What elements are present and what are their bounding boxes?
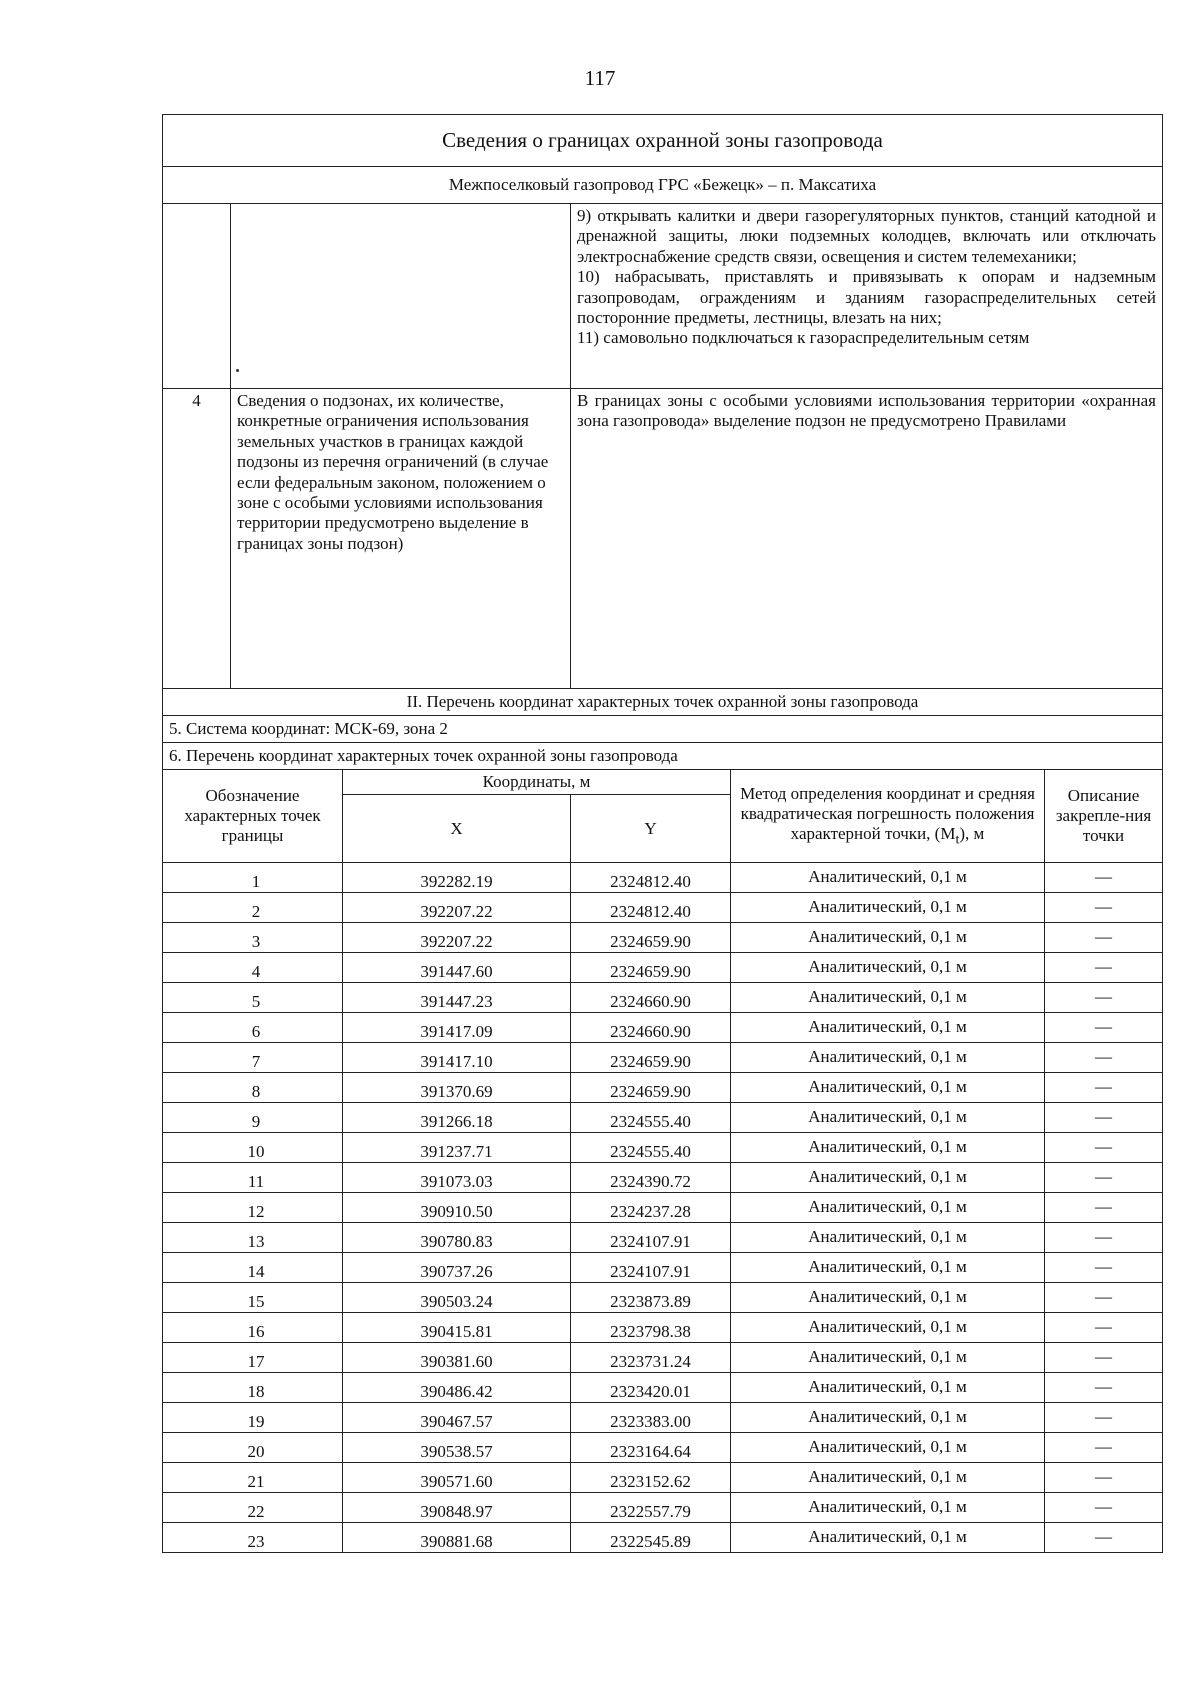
coordinate-y: 2324659.90 — [571, 953, 731, 983]
coordinate-y: 2324660.90 — [571, 983, 731, 1013]
point-description: — — [1045, 1133, 1163, 1163]
coordinate-x: 391447.60 — [343, 953, 571, 983]
point-number: 5 — [163, 983, 343, 1013]
method-accuracy: Аналитический, 0,1 м — [731, 1043, 1045, 1073]
header-x: X — [343, 795, 571, 863]
point-description: — — [1045, 953, 1163, 983]
coordinate-x: 390415.81 — [343, 1313, 571, 1343]
table-row — [163, 1523, 1163, 1553]
point-description: — — [1045, 1103, 1163, 1133]
coordinate-y: 2324660.90 — [571, 1013, 731, 1043]
method-accuracy: Аналитический, 0,1 м — [731, 893, 1045, 923]
method-accuracy: Аналитический, 0,1 м — [731, 1523, 1045, 1553]
title-row — [163, 115, 1163, 167]
point-description: — — [1045, 983, 1163, 1013]
coordinate-y: 2322545.89 — [571, 1523, 731, 1553]
restrictions-continued-row — [163, 204, 1163, 389]
table-row — [163, 1103, 1163, 1133]
restriction-item-10: 10) набрасывать, приставлять и привязывать к опорам и надземным газопроводам, ограждениям и зданиям газораспределительных сетей посторонние предметы, лестницы, влезать на них; — [577, 267, 1156, 327]
coordinate-x: 390467.57 — [343, 1403, 571, 1433]
coordinate-x: 390910.50 — [343, 1193, 571, 1223]
coordinate-x: 390571.60 — [343, 1463, 571, 1493]
table-row — [163, 1463, 1163, 1493]
point-description: — — [1045, 1343, 1163, 1373]
point-number: 13 — [163, 1223, 343, 1253]
header-point-description: Описание закрепле-ния точки — [1045, 770, 1163, 863]
point-description: — — [1045, 1403, 1163, 1433]
point-description: — — [1045, 1523, 1163, 1553]
method-accuracy: Аналитический, 0,1 м — [731, 1013, 1045, 1043]
table-row — [163, 1073, 1163, 1103]
point-number: 22 — [163, 1493, 343, 1523]
method-accuracy: Аналитический, 0,1 м — [731, 1193, 1045, 1223]
method-accuracy: Аналитический, 0,1 м — [731, 1493, 1045, 1523]
coordinate-x: 390737.26 — [343, 1253, 571, 1283]
point-number: 21 — [163, 1463, 343, 1493]
coordinate-x: 390780.83 — [343, 1223, 571, 1253]
coordinate-y: 2323420.01 — [571, 1373, 731, 1403]
restriction-item-11: 11) самовольно подключаться к газораспределительным сетям — [577, 328, 1030, 348]
coordinate-x: 390486.42 — [343, 1373, 571, 1403]
point-description: — — [1045, 1283, 1163, 1313]
point-number: 14 — [163, 1253, 343, 1283]
point-number: 12 — [163, 1193, 343, 1223]
point-description: — — [1045, 1163, 1163, 1193]
method-accuracy: Аналитический, 0,1 м — [731, 1073, 1045, 1103]
coordinate-x: 392207.22 — [343, 923, 571, 953]
coordinate-y: 2323798.38 — [571, 1313, 731, 1343]
table-row — [163, 1253, 1163, 1283]
point-description: — — [1045, 1193, 1163, 1223]
section-2-row — [163, 689, 1163, 716]
method-accuracy: Аналитический, 0,1 м — [731, 1433, 1045, 1463]
coordinate-x: 390381.60 — [343, 1343, 571, 1373]
coordinate-x: 390503.24 — [343, 1283, 571, 1313]
point-number: 3 — [163, 923, 343, 953]
header-coordinates: Координаты, м — [343, 770, 731, 795]
point-description: — — [1045, 923, 1163, 953]
section-2-title: II. Перечень координат характерных точек охранной зоны газопровода — [163, 689, 1163, 716]
coordinate-x: 392207.22 — [343, 893, 571, 923]
point-description: — — [1045, 1253, 1163, 1283]
table-row — [163, 863, 1163, 893]
method-accuracy: Аналитический, 0,1 м — [731, 1223, 1045, 1253]
table-row — [163, 1313, 1163, 1343]
coordinate-y: 2324812.40 — [571, 863, 731, 893]
table-row — [163, 983, 1163, 1013]
point-number: 15 — [163, 1283, 343, 1313]
coord-list-title-row — [163, 743, 1163, 770]
point-description: — — [1045, 863, 1163, 893]
coordinate-x: 390848.97 — [343, 1493, 571, 1523]
method-accuracy: Аналитический, 0,1 м — [731, 1373, 1045, 1403]
coordinate-y: 2323152.62 — [571, 1463, 731, 1493]
zone-info-table — [162, 114, 1163, 1553]
table-row — [163, 1133, 1163, 1163]
table-row — [163, 1493, 1163, 1523]
coordinate-y: 2324237.28 — [571, 1193, 731, 1223]
table-row — [163, 1193, 1163, 1223]
subzones-row-number: 4 — [163, 389, 231, 689]
coordinate-x: 391237.71 — [343, 1133, 571, 1163]
point-description: — — [1045, 1373, 1163, 1403]
coordinate-y: 2323873.89 — [571, 1283, 731, 1313]
coordinate-y: 2324390.72 — [571, 1163, 731, 1193]
table-row — [163, 1283, 1163, 1313]
method-accuracy: Аналитический, 0,1 м — [731, 983, 1045, 1013]
point-number: 20 — [163, 1433, 343, 1463]
point-number: 17 — [163, 1343, 343, 1373]
coordinate-x: 392282.19 — [343, 863, 571, 893]
subzones-label: Сведения о подзонах, их количестве, конкретные ограничения использования земельных участков в границах каждой подзоны из перечня ограничений (в случае если федеральным законом, положением о зоне с особыми условиями использования территории предусмотрено выделение в границах зоны подзон) — [231, 389, 571, 689]
method-accuracy: Аналитический, 0,1 м — [731, 1313, 1045, 1343]
coordinate-y: 2324555.40 — [571, 1133, 731, 1163]
point-number: 4 — [163, 953, 343, 983]
table-row — [163, 1013, 1163, 1043]
coordinate-y: 2324659.90 — [571, 1073, 731, 1103]
table-row — [163, 1223, 1163, 1253]
coord-system-row — [163, 716, 1163, 743]
point-number: 1 — [163, 863, 343, 893]
coordinate-x: 390538.57 — [343, 1433, 571, 1463]
point-description: — — [1045, 1073, 1163, 1103]
point-number: 8 — [163, 1073, 343, 1103]
row-number-cell-empty — [163, 204, 231, 389]
method-accuracy: Аналитический, 0,1 м — [731, 1103, 1045, 1133]
point-number: 23 — [163, 1523, 343, 1553]
table-row — [163, 1373, 1163, 1403]
coordinate-list-title: 6. Перечень координат характерных точек охранной зоны газопровода — [163, 743, 1163, 770]
point-description: — — [1045, 1493, 1163, 1523]
point-description: — — [1045, 1463, 1163, 1493]
point-number: 10 — [163, 1133, 343, 1163]
method-accuracy: Аналитический, 0,1 м — [731, 1343, 1045, 1373]
coordinate-x: 391447.23 — [343, 983, 571, 1013]
method-accuracy: Аналитический, 0,1 м — [731, 923, 1045, 953]
method-accuracy: Аналитический, 0,1 м — [731, 1403, 1045, 1433]
table-row — [163, 1343, 1163, 1373]
table-row — [163, 1433, 1163, 1463]
point-description: — — [1045, 1313, 1163, 1343]
coordinate-y: 2323164.64 — [571, 1433, 731, 1463]
gas-pipeline-name: Межпоселковый газопровод ГРС «Бежецк» – п. Максатиха — [163, 167, 1163, 204]
coordinate-y: 2324107.91 — [571, 1253, 731, 1283]
restrictions-list — [571, 204, 1163, 389]
point-description: — — [1045, 893, 1163, 923]
coords-header-row-1 — [163, 770, 1163, 795]
coordinate-x: 391417.10 — [343, 1043, 571, 1073]
point-number: 9 — [163, 1103, 343, 1133]
coordinate-x: 391370.69 — [343, 1073, 571, 1103]
method-accuracy: Аналитический, 0,1 м — [731, 1283, 1045, 1313]
point-description: — — [1045, 1433, 1163, 1463]
header-method-subscript: t — [955, 831, 960, 848]
point-number: 16 — [163, 1313, 343, 1343]
method-accuracy: Аналитический, 0,1 м — [731, 953, 1045, 983]
coordinate-y: 2323383.00 — [571, 1403, 731, 1433]
subzones-row — [163, 389, 1163, 689]
restriction-item-9: 9) открывать калитки и двери газорегуляторных пунктов, станций катодной и дренажной защиты, люки подземных колодцев, включать или отключать электроснабжение средств связи, освещения и систем телемеханики; — [577, 206, 1156, 266]
point-number: 7 — [163, 1043, 343, 1073]
coordinate-x: 391073.03 — [343, 1163, 571, 1193]
page-number: 117 — [584, 66, 616, 90]
coordinate-system: 5. Система координат: МСК-69, зона 2 — [163, 716, 1163, 743]
point-number: 2 — [163, 893, 343, 923]
header-method-unit: ), м — [959, 824, 985, 844]
method-accuracy: Аналитический, 0,1 м — [731, 1253, 1045, 1283]
point-description: — — [1045, 1043, 1163, 1073]
method-accuracy: Аналитический, 0,1 м — [731, 1133, 1045, 1163]
table-row — [163, 923, 1163, 953]
point-number: 18 — [163, 1373, 343, 1403]
method-accuracy: Аналитический, 0,1 м — [731, 1463, 1045, 1493]
method-accuracy: Аналитический, 0,1 м — [731, 1163, 1045, 1193]
coordinate-x: 390881.68 — [343, 1523, 571, 1553]
coordinate-x: 391266.18 — [343, 1103, 571, 1133]
table-row — [163, 893, 1163, 923]
table-row — [163, 1043, 1163, 1073]
point-number: 11 — [163, 1163, 343, 1193]
coordinate-y: 2323731.24 — [571, 1343, 731, 1373]
header-method-text: Метод определения координат и средняя квадратическая погрешность положения характерной точки, (M — [740, 783, 1035, 844]
subtitle-row — [163, 167, 1163, 204]
coordinate-y: 2322557.79 — [571, 1493, 731, 1523]
point-number: 19 — [163, 1403, 343, 1433]
coordinate-y: 2324659.90 — [571, 1043, 731, 1073]
coordinate-y: 2324659.90 — [571, 923, 731, 953]
coordinate-x: 391417.09 — [343, 1013, 571, 1043]
header-method — [731, 770, 1045, 863]
coordinate-y: 2324555.40 — [571, 1103, 731, 1133]
coordinate-y: 2324812.40 — [571, 893, 731, 923]
table-row — [163, 953, 1163, 983]
point-description: — — [1045, 1223, 1163, 1253]
header-point-designation: Обозначение характерных точек границы — [163, 770, 343, 863]
table-row — [163, 1163, 1163, 1193]
point-number: 6 — [163, 1013, 343, 1043]
method-accuracy: Аналитический, 0,1 м — [731, 863, 1045, 893]
point-description: — — [1045, 1013, 1163, 1043]
table-row — [163, 1403, 1163, 1433]
coordinate-y: 2324107.91 — [571, 1223, 731, 1253]
row-label-cell-empty — [231, 204, 571, 389]
header-y: Y — [571, 795, 731, 863]
document-title: Сведения о границах охранной зоны газопровода — [163, 115, 1163, 167]
subzones-value: В границах зоны с особыми условиями использования территории «охранная зона газопровода» выделение подзон не предусмотрено Правилами — [571, 389, 1163, 689]
